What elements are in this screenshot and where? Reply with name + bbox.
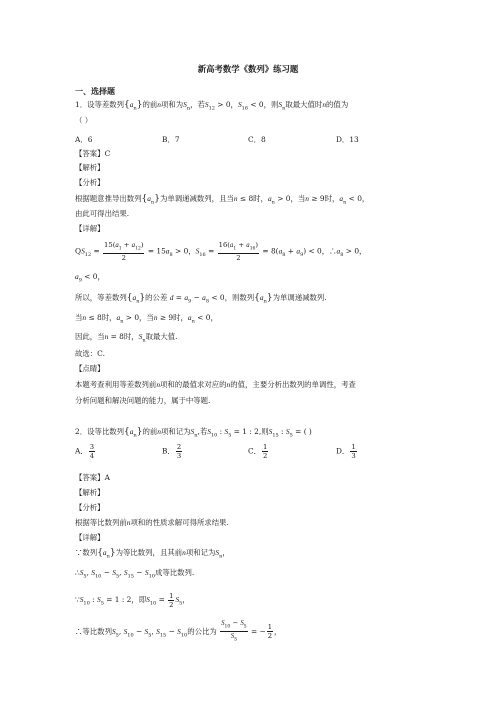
q1-note-line-1: 本题考查利用等差数列前n项和的最值求对应的n的值，主要分析出数列的单调性，考查 — [75, 380, 356, 389]
q1-detail-label: 【详解】 — [75, 224, 105, 233]
q2-detail-line-4: ∴等比数列$S_5$, $S_{10} - S_5$, $S_{15} - S_{10}$的公比为 $\frac{S_{10} - S_5}{S_5}$ = − $\frac{1}{2}$ ， — [75, 619, 282, 643]
q1-option-b[interactable]: B．7 — [162, 135, 180, 144]
q2-detail-label: 【详解】 — [75, 533, 105, 542]
q2-jiexi-label: 【解析】 — [75, 488, 105, 497]
q1-note-line-2: 分析问题和解决问题的能力，属于中等题. — [75, 396, 211, 405]
q1-detail-formula-2: $a_9 < 0$， — [75, 272, 105, 284]
section-heading: 一、选择题 — [75, 86, 115, 96]
page-title: 新高考数学《数列》练习题 — [197, 64, 299, 74]
q1-fenxi-label: 【分析】 — [75, 178, 105, 187]
q1-analysis-line-2: 由此可得出结果. — [75, 209, 130, 218]
q1-answer: 【答案】C — [75, 149, 111, 158]
q2-analysis: 根据等比数列前n项和的性质求解可得所求结果. — [75, 518, 229, 527]
q2-detail-line-2: $\therefore S_5$, $S_{10} - S_5$, $S_{15} - S_{10}$成等比数列. — [75, 568, 195, 580]
q1-detail-line-5: 因此，当n = 8时，$S_n$取最大值. — [75, 332, 178, 344]
q1-analysis-line-1: 根据题意推导出数列$\{a_n\}$为单调递减数列，且当n ≤ 8时，$a_n > 0$，当n ≥ 9时，$a_n < 0$， — [75, 194, 370, 206]
q1-conclusion: 故选：C. — [75, 349, 105, 358]
q2-stem: 2．设等比数列$\{a_n\}$的前n项和记为$S_n$,若$S_{10}$ : $S_5 = 1$ : 2,则$S_{15}$ : $S_5$ = ( ) — [75, 427, 312, 439]
q2-option-b[interactable]: B． $\frac{2}{3}$ — [162, 443, 182, 460]
q1-detail-line-3: 所以，等差数列$\{a_n\}$的公差 $d = a_9 - a_8 < 0$，则数列$\{a_n\}$为单调递减数列. — [75, 293, 327, 305]
q1-stem: 1．设等差数列$\{a_n\}$的前n项和为$S_n$，若$S_{12} > 0$，$S_{16} < 0$，则$S_n$取最大值时n的值为 — [75, 100, 349, 112]
q2-option-a[interactable]: A． $\frac{3}{4}$ — [75, 443, 95, 460]
q1-option-d[interactable]: D．13 — [336, 135, 359, 144]
q2-detail-line-3: $\because S_{10}$ : $S_5 = 1$ : 2，即$S_{10}$ = $\frac{1}{2}$ $S_5$， — [75, 591, 190, 609]
q2-option-c[interactable]: C． $\frac{1}{2}$ — [248, 443, 268, 460]
q2-answer: 【答案】A — [75, 473, 110, 482]
q2-detail-line-1: ∵数列$\{a_n\}$为等比数列，且其前n项和记为$S_n$， — [75, 548, 230, 560]
q1-dianjing-label: 【点睛】 — [75, 364, 105, 373]
q1-detail-line-4: 当n ≤ 8时，$a_n > 0$，当n ≥ 9时，$a_n < 0$， — [75, 313, 218, 325]
q1-detail-formula-1: $QS_{12}$ = $\frac{15(a_1 + a_{12})}{2}$ = $15a_8 > 0$，$S_{16}$ = $\frac{16(a_1 + a_{16})}{2}$ = $8(a_8 + a_9) < 0$，$\therefore a_8 > 0$， — [75, 241, 367, 263]
q1-option-a[interactable]: A．6 — [75, 135, 93, 144]
q1-jiexi-label: 【解析】 — [75, 163, 105, 172]
q1-paren: （ ） — [75, 116, 93, 125]
q2-option-d[interactable]: D． $\frac{1}{3}$ — [336, 443, 356, 460]
q1-option-c[interactable]: C．8 — [248, 135, 266, 144]
q2-fenxi-label: 【分析】 — [75, 503, 105, 512]
